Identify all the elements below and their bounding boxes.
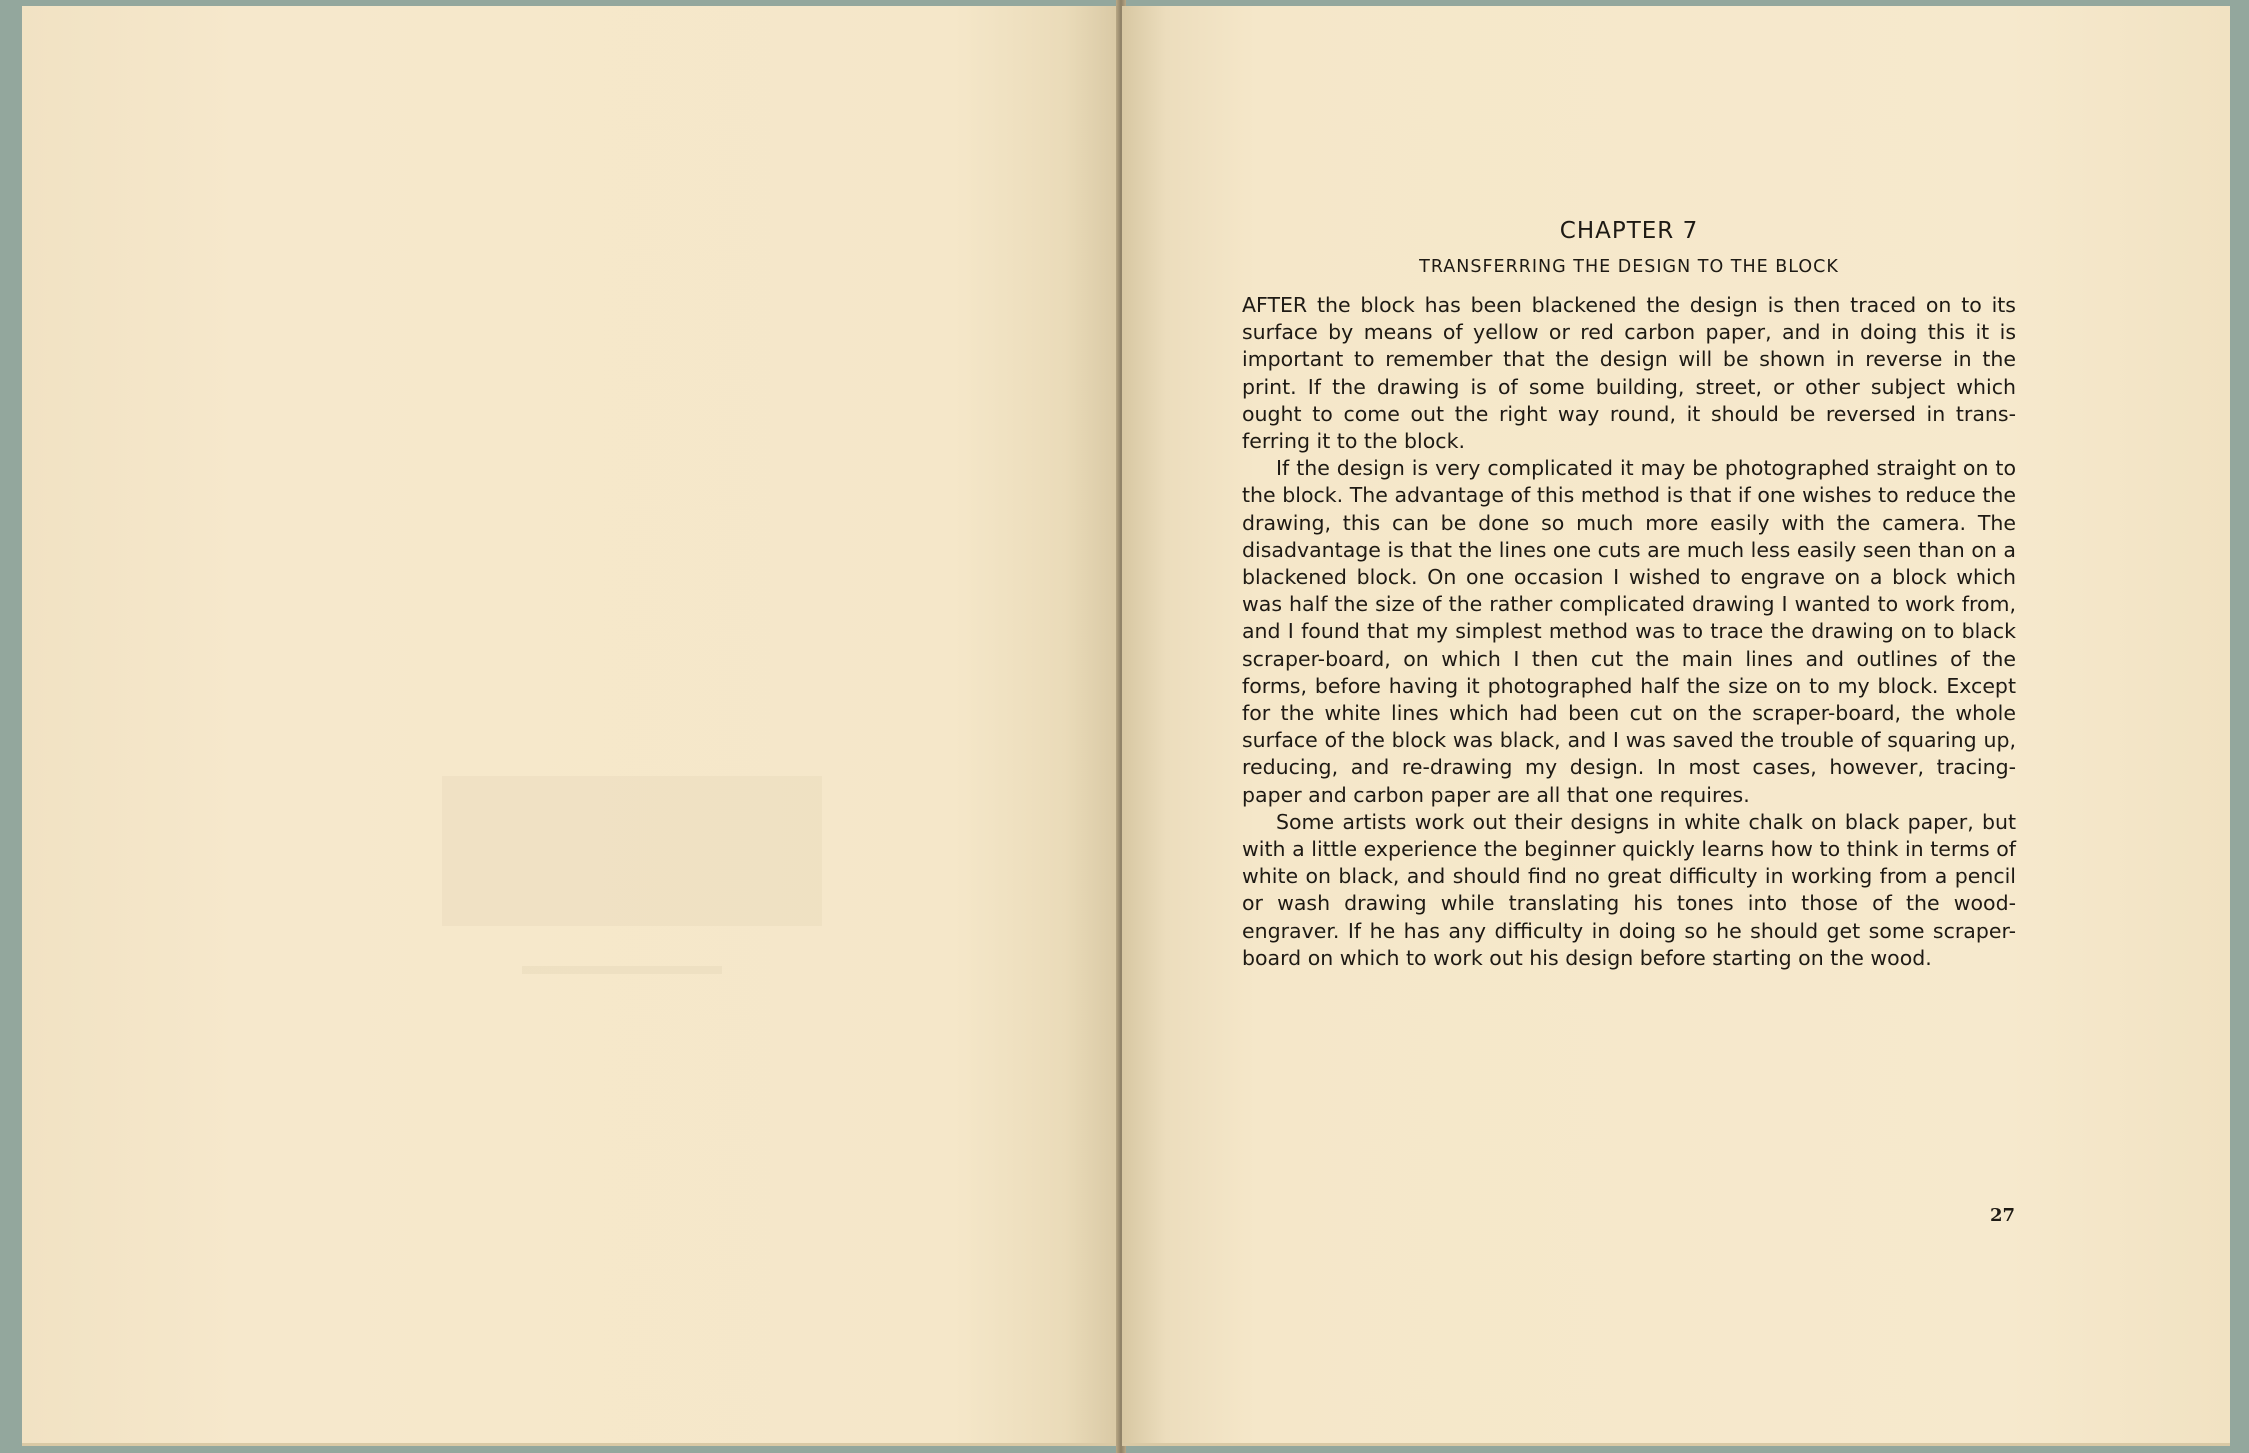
- page-number: 27: [1990, 1205, 2016, 1226]
- left-page: [22, 6, 1120, 1446]
- paragraph-1: AFTER the block has been blackened the design is then traced on to its surface by means of yellow or red carbon paper, and in doing this it is important to remember that the design will be shown in reverse in the print. If the drawing is of some building, street, or other subject which ought to come out the right way round, it should be reversed in transferring it to the block.: [1242, 293, 2016, 454]
- show-through-plate: [442, 776, 822, 926]
- paragraph-2: If the design is very complicated it may be photographed straight on to the block. The advantage of this method is that if one wishes to reduce the drawing, this can be done so much more easily with the camera. The disadvantage is that the lines one cuts are much less easily seen than on a blackened block. On one occasion I wished to engrave on a block which was half the size of the rather complicated drawing I wanted to work from, and I found that my simplest method was to trace the drawing on to black scraper-board, on which I then cut the main lines and outlines of the forms, before having it photographed half the size on to my block. Except for the white lines which had been cut on the scraper-board, the whole surface of the block was black, and I was saved the trouble of squaring up, reducing, and re-drawing my design. In most cases, however, tracing-paper and carbon paper are all that one requires.: [1242, 456, 2016, 807]
- show-through-caption: [522, 966, 722, 974]
- chapter-body: [1242, 292, 2016, 972]
- paragraph-3: Some artists work out their designs in white chalk on black paper, but with a little experience the beginner quickly learns how to think in terms of white on black, and should find no great difficulty in working from a pencil or wash drawing while translating his tones into those of the wood-engraver. If he has any difficulty in doing so he should get some scraper-board on which to work out his design before starting on the wood.: [1242, 809, 2016, 970]
- chapter-subtitle: TRANSFERRING THE DESIGN TO THE BLOCK: [1419, 257, 1839, 277]
- chapter-title: CHAPTER 7: [1559, 218, 1699, 244]
